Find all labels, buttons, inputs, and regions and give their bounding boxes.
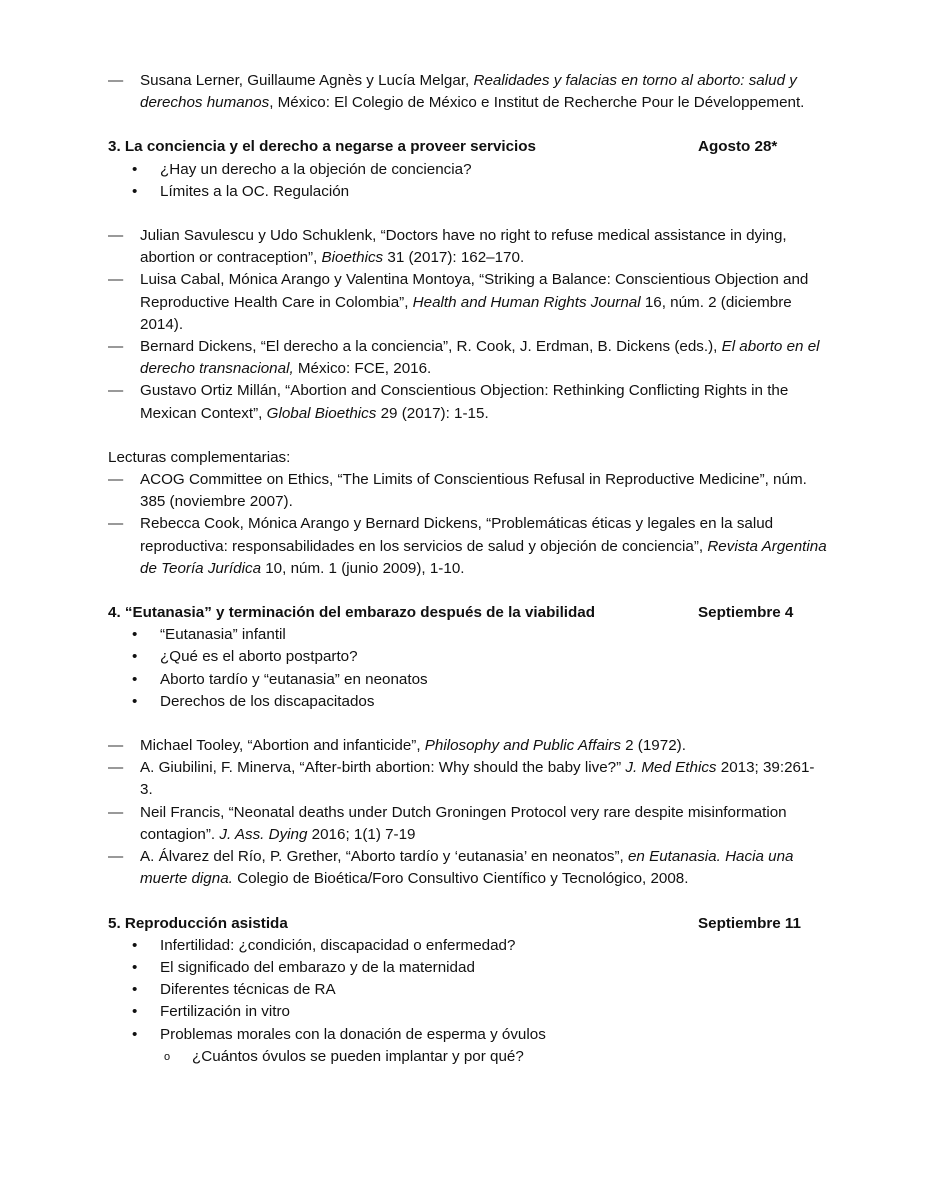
reference-entry: — Michael Tooley, “Abortion and infanticide”, Philosophy and Public Affairs 2 (1972). [108, 735, 827, 757]
list-item: • Aborto tardío y “eutanasia” en neonatos [132, 669, 827, 691]
bullet-marker: • [132, 692, 138, 710]
reference-entry: — A. Álvarez del Río, P. Grether, “Aborto tardío y ‘eutanasia’ en neonatos”, en Eutanasia. Hacia una muerte digna. Colegio de Bioética/Foro Consultivo Científico y Tecnológico, 2008. [108, 848, 794, 888]
dash-marker: — [108, 515, 124, 533]
bullet-marker: • [132, 182, 138, 200]
complementary-label: Lecturas complementarias: [108, 448, 291, 466]
list-item: • “Eutanasia” infantil [132, 624, 827, 646]
bullet-marker: • [132, 958, 138, 976]
dash-marker: — [108, 471, 124, 489]
list-item: • Infertilidad: ¿condición, discapacidad o enfermedad? [132, 935, 827, 957]
section-date: Agosto 28* [698, 138, 778, 156]
list-item: • Derechos de los discapacitados [132, 691, 827, 713]
section-date: Septiembre 11 [698, 914, 801, 932]
reference-text: , México: El Colegio de México e Institut de Recherche Pour le Développement. [269, 94, 805, 112]
sub-list-item: o ¿Cuántos óvulos se pueden implantar y por qué? [164, 1046, 827, 1068]
dash-marker: — [108, 803, 124, 821]
reference-entry: — Julian Savulescu y Udo Schuklenk, “Doctors have no right to refuse medical assistance in dying, abortion or contraception”, Bioethics 31 (2017): 162–170. [108, 227, 787, 267]
reference-entry: — Bernard Dickens, “El derecho a la conciencia”, R. Cook, J. Erdman, B. Dickens (eds.), El aborto en el derecho transnacional, México: FCE, 2016. [108, 338, 820, 378]
topic-list [108, 935, 827, 1046]
topic-list [108, 159, 827, 203]
section-heading [108, 136, 827, 158]
list-item: • Límites a la OC. Regulación [132, 181, 827, 203]
bullet-marker: • [132, 936, 138, 954]
dash-marker: — [108, 382, 124, 400]
section-heading [108, 602, 827, 624]
reference-entry [108, 70, 827, 114]
topic-list [108, 624, 827, 713]
list-item: • Diferentes técnicas de RA [132, 979, 827, 1001]
list-item: • El significado del embarazo y de la maternidad [132, 957, 827, 979]
list-item: • Fertilización in vitro [132, 1001, 827, 1023]
reference-entry: — Gustavo Ortiz Millán, “Abortion and Conscientious Objection: Rethinking Conflicting Rights in the Mexican Context”, Global Bioethics 29 (2017): 1-15. [108, 382, 789, 422]
reference-text: Susana Lerner, Guillaume Agnès y Lucía Melgar, [140, 72, 474, 89]
section-date: Septiembre 4 [698, 604, 794, 622]
reference-title: Realidades y falacias en torno al aborto: salud y derechos humanos [140, 72, 797, 112]
sub-bullet-marker: o [164, 1050, 171, 1063]
reference-entry: — ACOG Committee on Ethics, “The Limits of Conscientious Refusal in Reproductive Medicine”, núm. 385 (noviembre 2007). [108, 471, 807, 511]
bullet-marker: • [132, 1003, 138, 1021]
reference-entry: — Luisa Cabal, Mónica Arango y Valentina Montoya, “Striking a Balance: Conscientious Objection and Reproductive Health Care in Colombia”, Health and Human Rights Journal 16, núm. 2 (diciembre 2014). [108, 271, 809, 333]
bullet-marker: • [132, 648, 138, 666]
section-title: 5. Reproducción asistida [108, 914, 288, 932]
reference-entry: — Rebecca Cook, Mónica Arango y Bernard Dickens, “Problemáticas éticas y legales en la salud reproductiva: responsabilidades en los servicios de salud y objeción de conciencia”, Revista Argentina de Teoría Jurídica 10, núm. 1 (junio 2009), 1-10. [108, 515, 827, 577]
list-item: • ¿Qué es el aborto postparto? [132, 646, 827, 668]
dash-marker: — [108, 737, 124, 755]
dash-marker: — [108, 271, 124, 289]
bullet-marker: • [132, 981, 138, 999]
dash-marker: — [108, 759, 124, 777]
section-heading [108, 913, 827, 935]
reference-entry: — Neil Francis, “Neonatal deaths under Dutch Groningen Protocol very rare despite misinformation contagion”. J. Ass. Dying 2016; 1(1) 7-19 [108, 803, 787, 843]
bullet-marker: • [132, 1025, 138, 1043]
list-item: • Problemas morales con la donación de esperma y óvulos [132, 1024, 827, 1046]
section-title: 3. La conciencia y el derecho a negarse a proveer servicios [108, 138, 537, 156]
list-item: • ¿Hay un derecho a la objeción de conciencia? [132, 159, 827, 181]
dash-marker: — [108, 848, 124, 866]
dash-marker: — [108, 227, 124, 245]
bullet-marker: • [132, 626, 138, 644]
dash-marker: — [108, 338, 124, 356]
reference-entry: — A. Giubilini, F. Minerva, “After-birth abortion: Why should the baby live?” J. Med Ethics 2013; 39:261-3. [108, 759, 815, 799]
section-title: 4. “Eutanasia” y terminación del embarazo después de la viabilidad [108, 604, 596, 622]
bullet-marker: • [132, 670, 138, 688]
sub-topic-list [108, 1046, 827, 1068]
dash-marker: — [108, 72, 124, 89]
bullet-marker: • [132, 160, 138, 178]
